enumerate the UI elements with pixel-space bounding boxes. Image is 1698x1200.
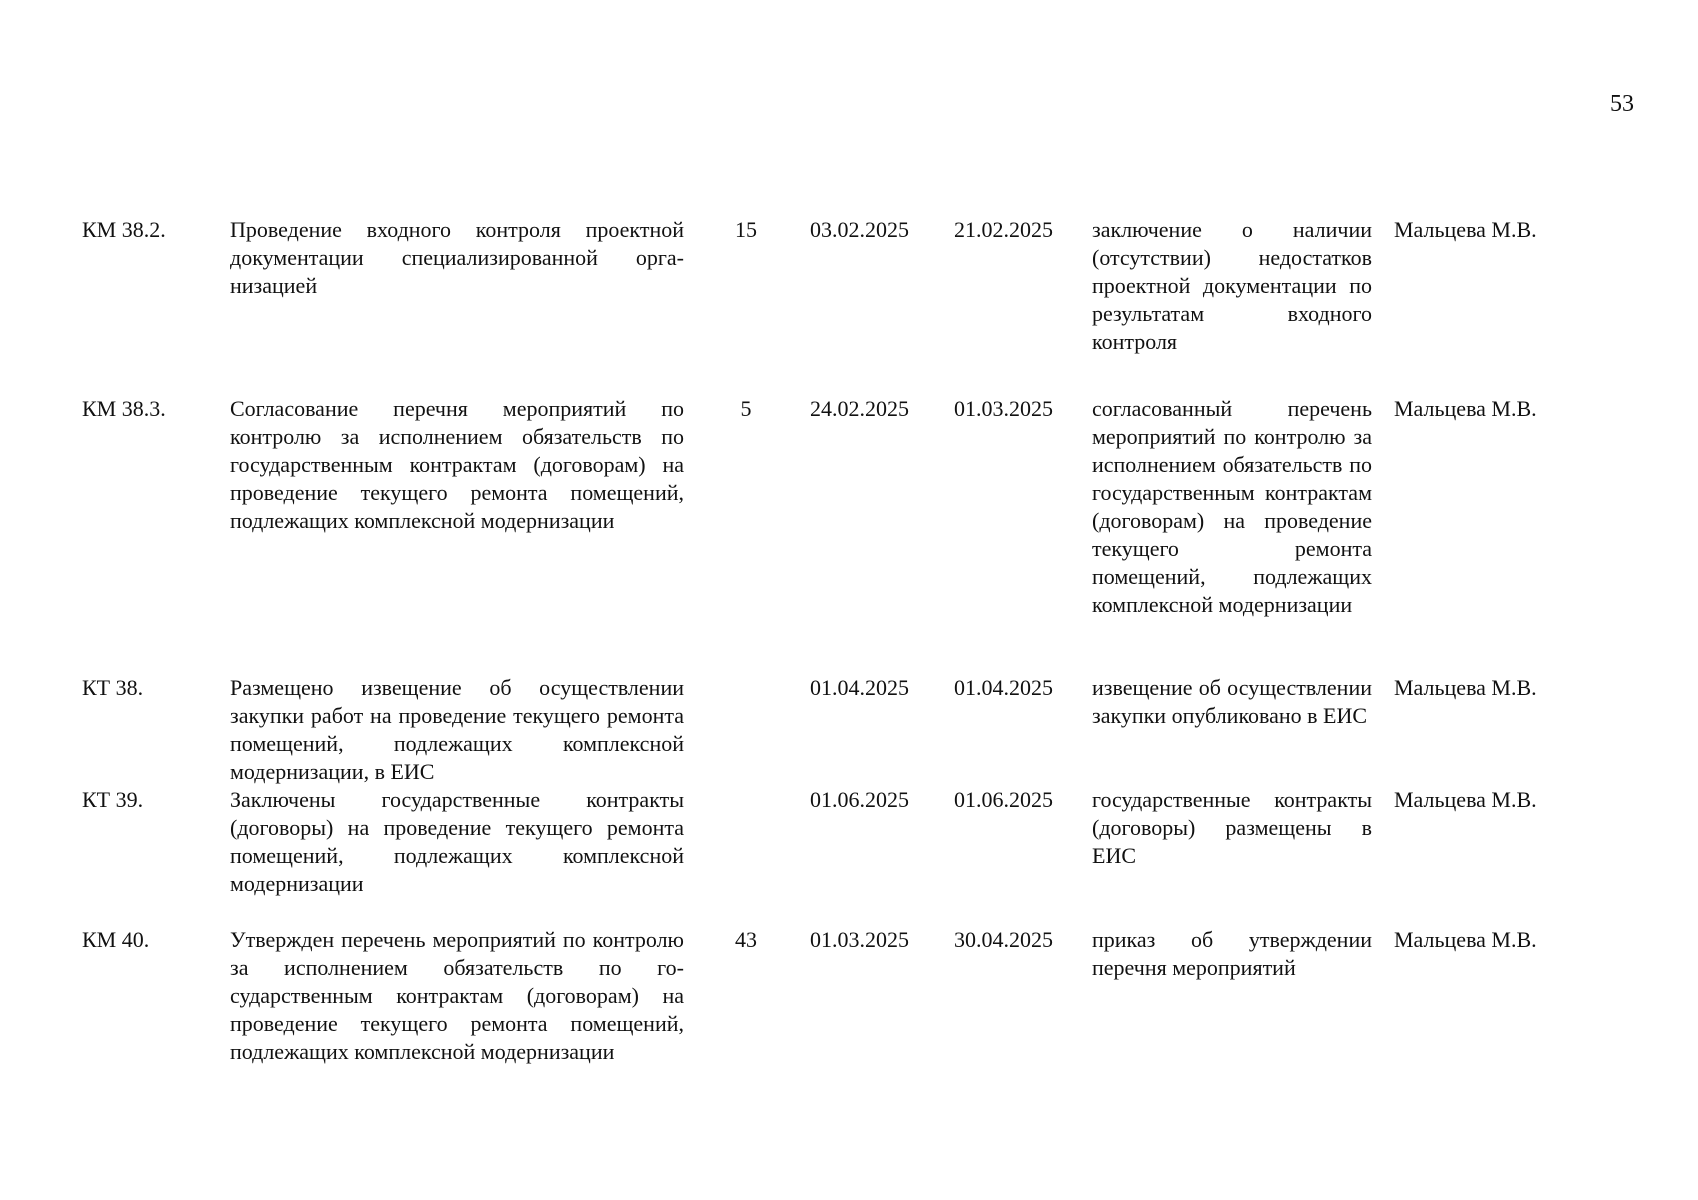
row-start-date: 01.06.2025 <box>810 787 909 812</box>
row-responsible: Мальцева М.В. <box>1394 927 1537 952</box>
row-end-date: 30.04.2025 <box>954 927 1053 952</box>
row-duration: 5 <box>740 396 752 421</box>
row-start-date: 01.03.2025 <box>810 927 909 952</box>
row-name: Размещено извещение об осуществлении закупки работ на проведение текущего ремонта помещений, подлежащих комплексной модернизации, в ЕИС <box>230 675 684 784</box>
row-result: извещение об осуществлении закупки опубликовано в ЕИС <box>1092 675 1372 728</box>
row-responsible: Мальцева М.В. <box>1394 675 1537 700</box>
row-code: КТ 38. <box>82 675 144 700</box>
row-end-date: 01.03.2025 <box>954 396 1053 421</box>
row-start-date: 03.02.2025 <box>810 217 909 242</box>
row-result: государственные контракты (договоры) размещены в ЕИС <box>1092 787 1372 868</box>
page-number: 53 <box>1610 91 1634 117</box>
row-result: заключение о наличии (отсутствии) недостатков проектной документации по результатам входного контроля <box>1092 217 1372 354</box>
row-responsible: Мальцева М.В. <box>1394 217 1537 242</box>
row-duration: 43 <box>735 927 757 952</box>
row-code: КМ 38.3. <box>82 396 166 421</box>
row-name: Заключены государственные контракты (договоры) на проведение текущего ремонта помещений, подлежащих комплексной модернизации <box>230 787 684 896</box>
row-code: КТ 39. <box>82 787 144 812</box>
row-end-date: 21.02.2025 <box>954 217 1053 242</box>
row-duration: 15 <box>735 217 757 242</box>
row-start-date: 24.02.2025 <box>810 396 909 421</box>
row-end-date: 01.06.2025 <box>954 787 1053 812</box>
row-result: приказ об утверждении перечня мероприятий <box>1092 927 1372 980</box>
row-code: КМ 40. <box>82 927 150 952</box>
row-name: Утвержден перечень мероприятий по контролю за исполнением обязательств по государственным контрактам (договорам) на проведение текущего ремонта помещений, подлежащих комплексной модернизации <box>230 927 684 1064</box>
row-name: Проведение входного контроля проектной документации специализированной организацией <box>230 217 684 298</box>
row-code: КМ 38.2. <box>82 217 166 242</box>
row-name: Согласование перечня мероприятий по контролю за исполнением обязательств по государственным контрактам (договорам) на проведение текущего ремонта помещений, подлежащих комплексной модернизации <box>230 396 684 533</box>
row-end-date: 01.04.2025 <box>954 675 1053 700</box>
row-responsible: Мальцева М.В. <box>1394 396 1537 421</box>
row-result: согласованный перечень мероприятий по контролю за исполнением обязательств по государственным контрактам (договорам) на проведение текущего ремонта помещений, подлежащих комплексной модернизации <box>1092 396 1372 617</box>
row-responsible: Мальцева М.В. <box>1394 787 1537 812</box>
row-start-date: 01.04.2025 <box>810 675 909 700</box>
